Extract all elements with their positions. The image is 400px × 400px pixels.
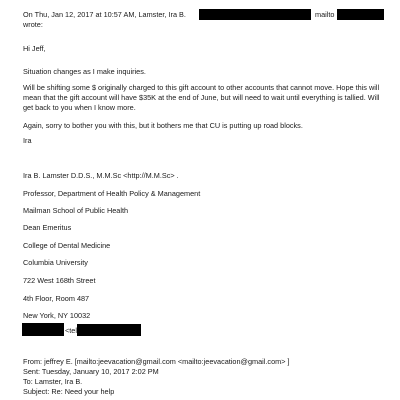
tel-label: <tel <box>65 326 77 335</box>
body-paragraph-1: Situation changes as I make inquiries. <box>23 67 146 76</box>
forward-subject: Subject: Re: Need your help <box>23 387 115 396</box>
signature-floor: 4th Floor, Room 487 <box>23 294 90 303</box>
sign-off: Ira <box>23 136 32 145</box>
mailto-label: mailto <box>315 10 335 19</box>
signature-street: 722 West 168th Street <box>23 276 96 285</box>
body-paragraph-3: Again, sorry to bother you with this, but it bothers me that CU is putting up road blocks. <box>23 121 303 130</box>
quote-header-text: On Thu, Jan 12, 2017 at 10:57 AM, Lamster, Ira B. <box>23 10 186 19</box>
signature-dean: Dean Emeritus <box>23 223 72 232</box>
signature-school: Mailman School of Public Health <box>23 206 129 215</box>
wrote-label: wrote: <box>23 20 43 29</box>
signature-title: Professor, Department of Health Policy & Management <box>23 189 201 198</box>
forward-from: From: jeffrey E. [mailto:jeevacation@gmail.com <mailto:jeevacation@gmail.com> ] <box>23 357 290 366</box>
redacted-email <box>199 9 311 20</box>
redacted-tel <box>77 324 141 336</box>
forward-sent: Sent: Tuesday, January 10, 2017 2:02 PM <box>23 367 159 376</box>
quote-header-line <box>23 10 186 20</box>
signature-college: College of Dental Medicine <box>23 241 111 250</box>
signature-city: New York, NY 10032 <box>23 311 91 320</box>
signature-name: Ira B. Lamster D.D.S., M.M.Sc <http://M.M.Sc> . <box>23 171 179 180</box>
redacted-mailto <box>337 9 384 20</box>
body-paragraph-2: Will be shifting some $ originally charged to this gift account to other accounts that cannot move. Hope this will mean that the gift account will have $35K at the end of June, but will need to wait until everything is tallied. Will get back to you when I know more. <box>23 83 380 112</box>
redacted-phone <box>22 323 64 336</box>
signature-university: Columbia University <box>23 258 88 267</box>
greeting: Hi Jeff, <box>23 44 46 53</box>
forward-to: To: Lamster, Ira B. <box>23 377 83 386</box>
